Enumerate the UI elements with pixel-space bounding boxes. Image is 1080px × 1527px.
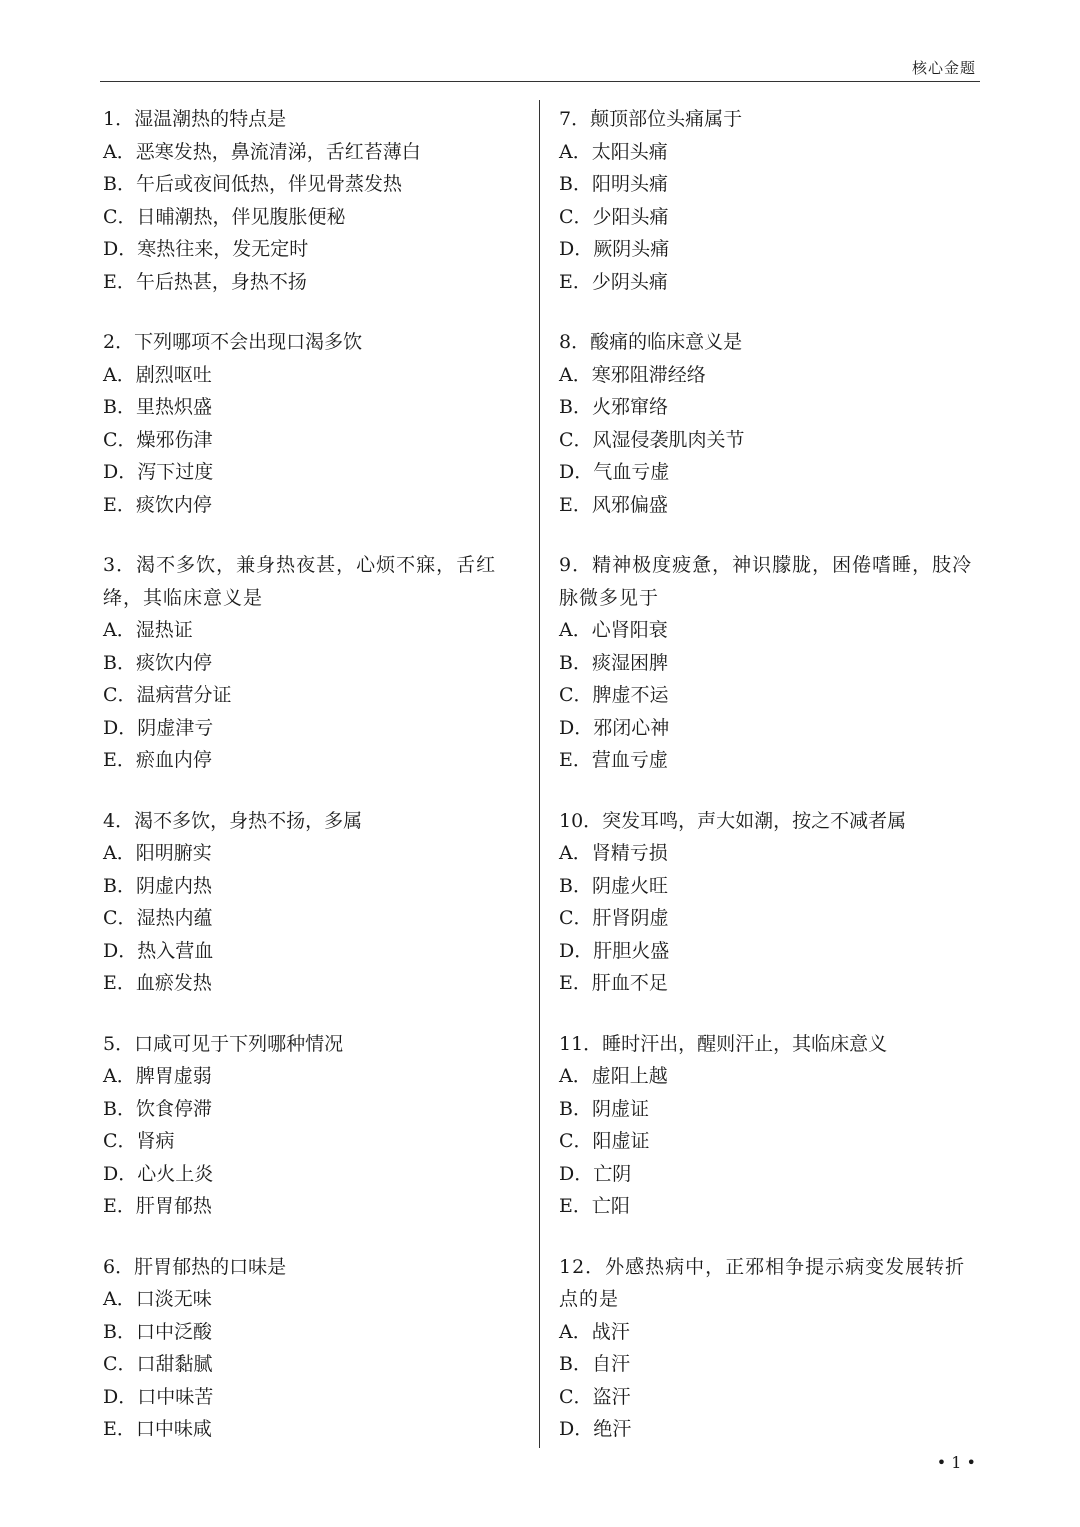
option-a: A．恶寒发热，鼻流清涕，舌红苔薄白 (103, 140, 421, 163)
header-rule (100, 81, 980, 82)
option-a: A．湿热证 (103, 619, 193, 641)
option-d: D．心火上炎 (103, 1162, 214, 1185)
question-stem: 12．外感热病中，正邪相争提示病变发展转折点的是 (559, 1255, 966, 1310)
question-stem: 3．渴不多饮，兼身热夜甚，心烦不寐，舌红绛，其临床意义是 (103, 554, 497, 609)
option-a: A．心肾阳衰 (559, 619, 668, 641)
question-stem: 9．精神极度疲惫，神识朦胧，困倦嗜睡，肢冷脉微多见于 (559, 554, 973, 609)
option-c: C．燥邪伤津 (103, 428, 213, 451)
option-e: E．营血亏虚 (559, 749, 668, 771)
option-d: D．寒热往来，发无定时 (103, 238, 309, 260)
option-a: A．寒邪阻滞经络 (559, 363, 706, 386)
option-b: B．阴虚证 (559, 1097, 649, 1120)
question-stem: 8．酸痛的临床意义是 (559, 331, 743, 353)
option-c: C．脾虚不运 (559, 684, 669, 706)
option-b: B．痰湿困脾 (559, 651, 668, 674)
option-c: C．风湿侵袭肌肉关节 (559, 428, 745, 451)
option-c: C．肾病 (103, 1130, 175, 1152)
option-b: B．口中泛酸 (103, 1320, 212, 1343)
left-column (103, 103, 523, 1474)
option-a: A．脾胃虚弱 (103, 1065, 212, 1087)
option-a: A．剧烈呕吐 (103, 363, 212, 386)
option-b: B．阳明头痛 (559, 173, 668, 195)
option-e: E．肝胃郁热 (103, 1195, 212, 1217)
option-d: D．阴虚津亏 (103, 716, 214, 739)
option-b: B．饮食停滞 (103, 1097, 212, 1120)
option-e: E．痰饮内停 (103, 493, 212, 516)
question-5 (103, 1028, 523, 1223)
question-stem: 4．渴不多饮，身热不扬，多属 (103, 809, 363, 832)
header-title: 核心金题 (911, 59, 976, 77)
question-12 (559, 1251, 984, 1446)
option-a: A．阳明腑实 (103, 842, 212, 864)
question-7 (559, 103, 984, 298)
option-d: D．口中味苦 (103, 1385, 214, 1408)
option-c: C．少阳头痛 (559, 205, 669, 228)
option-c: C．肝肾阴虚 (559, 907, 669, 929)
option-c: C．阳虚证 (559, 1130, 650, 1152)
option-b: B．阴虚火旺 (559, 874, 668, 897)
option-e: E．瘀血内停 (103, 749, 212, 771)
option-d: D．热入营血 (103, 939, 214, 962)
option-b: B．午后或夜间低热，伴见骨蒸发热 (103, 173, 402, 195)
option-a: A．口淡无味 (103, 1288, 212, 1310)
option-b: B．自汗 (559, 1353, 630, 1375)
option-b: B．阴虚内热 (103, 874, 212, 897)
option-d: D．亡阴 (559, 1162, 632, 1185)
question-3 (103, 549, 523, 777)
option-e: E．亡阳 (559, 1195, 630, 1217)
option-e: E．血瘀发热 (103, 972, 212, 994)
option-a: A．虚阳上越 (559, 1065, 668, 1087)
option-d: D．泻下过度 (103, 461, 214, 483)
option-d: D．气血亏虚 (559, 461, 670, 483)
question-stem: 10．突发耳鸣，声大如潮，按之不减者属 (559, 809, 907, 832)
question-1 (103, 103, 523, 298)
question-6 (103, 1251, 523, 1446)
question-9 (559, 549, 984, 777)
option-c: C．日晡潮热，伴见腹胀便秘 (103, 205, 346, 228)
option-c: C．口甜黏腻 (103, 1353, 213, 1375)
option-e: E．午后热甚，身热不扬 (103, 270, 307, 293)
option-d: D．厥阴头痛 (559, 238, 670, 260)
option-a: A．太阳头痛 (559, 140, 668, 163)
option-b: B．痰饮内停 (103, 651, 212, 674)
option-b: B．火邪窜络 (559, 396, 668, 418)
option-e: E．少阴头痛 (559, 270, 668, 293)
option-e: E．风邪偏盛 (559, 493, 668, 516)
option-a: A．肾精亏损 (559, 842, 668, 864)
option-d: D．绝汗 (559, 1418, 632, 1440)
question-stem: 1．湿温潮热的特点是 (103, 108, 287, 130)
option-b: B．里热炽盛 (103, 396, 212, 418)
page-number: • 1 • (936, 1453, 976, 1472)
question-8 (559, 326, 984, 521)
option-d: D．邪闭心神 (559, 716, 670, 739)
option-e: E．肝血不足 (559, 972, 668, 994)
option-a: A．战汗 (559, 1320, 630, 1343)
option-c: C．温病营分证 (103, 684, 232, 706)
question-stem: 6．肝胃郁热的口味是 (103, 1255, 287, 1278)
question-10 (559, 805, 984, 1000)
option-c: C．湿热内蕴 (103, 907, 213, 929)
option-c: C．盗汗 (559, 1385, 631, 1408)
question-stem: 11．睡时汗出，醒则汗止，其临床意义 (559, 1032, 888, 1055)
option-e: E．口中味咸 (103, 1418, 212, 1440)
question-11 (559, 1028, 984, 1223)
option-d: D．肝胆火盛 (559, 939, 670, 962)
question-4 (103, 805, 523, 1000)
question-stem: 2．下列哪项不会出现口渴多饮 (103, 331, 363, 353)
right-column (559, 103, 984, 1474)
column-divider (539, 100, 540, 1448)
question-2 (103, 326, 523, 521)
question-stem: 7．颠顶部位头痛属于 (559, 108, 743, 130)
question-stem: 5．口咸可见于下列哪种情况 (103, 1032, 344, 1055)
